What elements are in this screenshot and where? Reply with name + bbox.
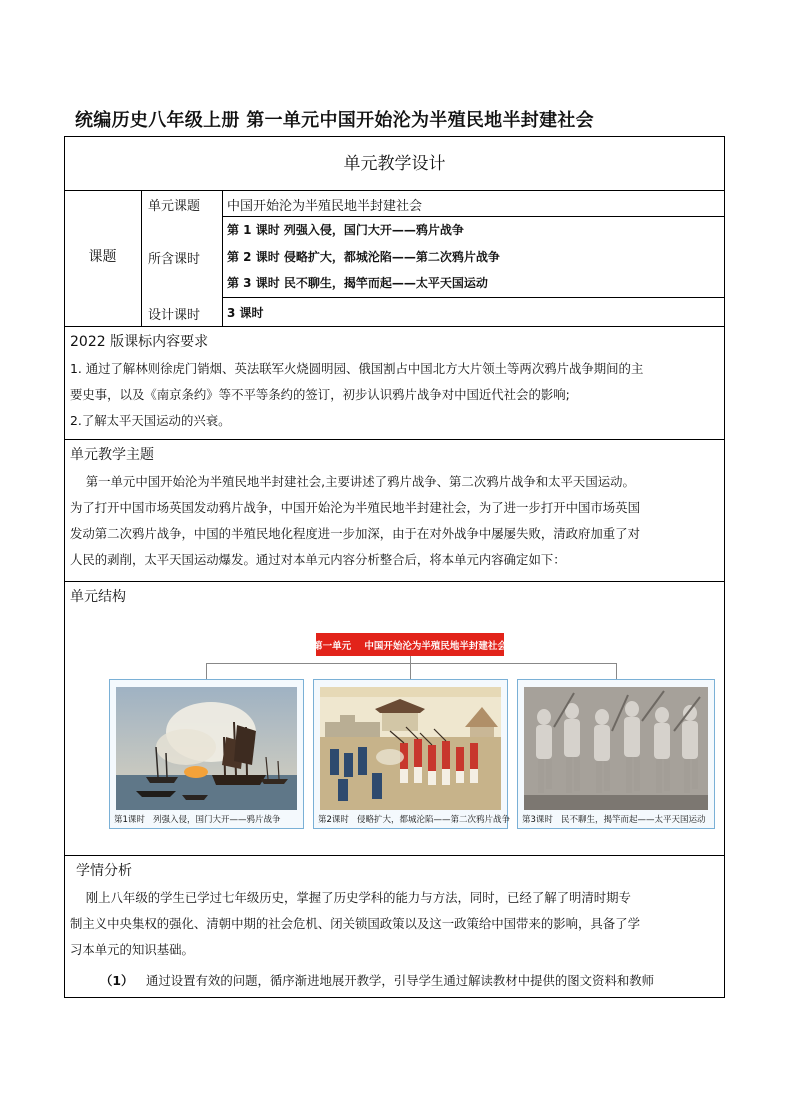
city-battle-image — [320, 687, 501, 810]
connector-line — [206, 663, 616, 664]
rule — [64, 581, 725, 582]
lessons-label: 所含课时 — [148, 252, 201, 267]
structure-heading: 单元结构 — [70, 589, 126, 605]
document-title: 统编历史八年级上册 第一单元中国开始沦为半殖民地半封建社会 — [75, 110, 594, 131]
unit-banner: 第一单元 中国开始沦为半殖民地半封建社会 — [316, 633, 504, 656]
theme-line: 发动第二次鸦片战争，中国的半殖民地化程度进一步加深，由于在对外战争中屡屡失败，清政府加重了对 — [70, 526, 640, 541]
learners-item-text: 通过设置有效的问题，循序渐进地展开教学，引导学生通过解读教材中提供的图文资料和教师 — [146, 973, 655, 988]
lesson-card-3 — [517, 679, 715, 829]
lesson-card-caption: 第2课时 侵略扩大，都城沦陷——第二次鸦片战争 — [318, 815, 511, 825]
hours-label: 设计课时 — [148, 308, 201, 323]
rule — [222, 297, 725, 298]
topic-label: 课题 — [88, 249, 117, 265]
connector-line — [616, 663, 617, 679]
lesson-card-caption: 第1课时 列强入侵，国门大开——鸦片战争 — [114, 815, 281, 825]
theme-heading: 单元教学主题 — [70, 447, 154, 463]
lesson-card-1 — [109, 679, 304, 829]
theme-line: 人民的剥削，太平天国运动爆发。通过对本单元内容分析整合后，将本单元内容确定如下： — [70, 552, 566, 567]
lesson-item-2: 第 2 课时 侵略扩大，都城沦陷——第二次鸦片战争 — [227, 250, 500, 264]
standards-line: 2.了解太平天国运动的兴衰。 — [70, 413, 231, 428]
lesson-item-1: 第 1 课时 列强入侵，国门大开——鸦片战争 — [227, 223, 464, 237]
rule — [141, 190, 142, 326]
theme-line: 第一单元中国开始沦为半殖民地半封建社会,主要讲述了鸦片战争、第二次鸦片战争和太平天国运动。 — [70, 474, 635, 489]
rule — [64, 326, 725, 327]
connector-line — [410, 656, 411, 663]
rule — [222, 216, 725, 217]
rule — [64, 439, 725, 440]
theme-text — [70, 469, 720, 573]
connector-line — [410, 663, 411, 679]
standards-line: 1. 通过了解林则徐虎门销烟、英法联军火烧圆明园、俄国割占中国北方大片领土等两次鸦片战争期间的主 — [70, 361, 644, 376]
rule — [64, 855, 725, 856]
rule — [222, 190, 223, 326]
learners-line: 习本单元的知识基础。 — [70, 942, 194, 957]
rule — [64, 190, 725, 191]
connector-line — [206, 663, 207, 679]
learners-text — [70, 885, 720, 963]
standards-line: 要史事，以及《南京条约》等不平等条约的签订，初步认识鸦片战争对中国近代社会的影响; — [70, 387, 570, 402]
standards-heading: 2022 版课标内容要求 — [70, 334, 209, 350]
learners-item-marker: （1） — [100, 973, 134, 988]
theme-line: 为了打开中国市场英国发动鸦片战争，中国开始沦为半殖民地半封建社会，为了进一步打开中国市场英国 — [70, 500, 640, 515]
lesson-card-2 — [313, 679, 511, 829]
hours-value: 3 课时 — [227, 306, 264, 320]
design-title: 单元教学设计 — [343, 154, 446, 174]
naval-battle-image — [116, 687, 297, 810]
unit-topic-label: 单元课题 — [148, 199, 201, 214]
learners-line: 刚上八年级的学生已学过七年级历史，掌握了历史学科的能力与方法，同时，已经了解了明清时期专 — [70, 890, 631, 905]
learners-line: 制主义中央集权的强化、清朝中期的社会危机、闭关锁国政策以及这一政策给中国带来的影响，具备了学 — [70, 916, 640, 931]
unit-topic-value: 中国开始沦为半殖民地半封建社会 — [227, 199, 423, 214]
relief-sculpture-image — [524, 687, 708, 810]
lesson-item-3: 第 3 课时 民不聊生，揭竿而起——太平天国运动 — [227, 276, 488, 290]
lesson-card-caption: 第3课时 民不聊生，揭竿而起——太平天国运动 — [522, 815, 706, 825]
standards-text — [70, 356, 720, 434]
learners-heading: 学情分析 — [76, 863, 132, 879]
